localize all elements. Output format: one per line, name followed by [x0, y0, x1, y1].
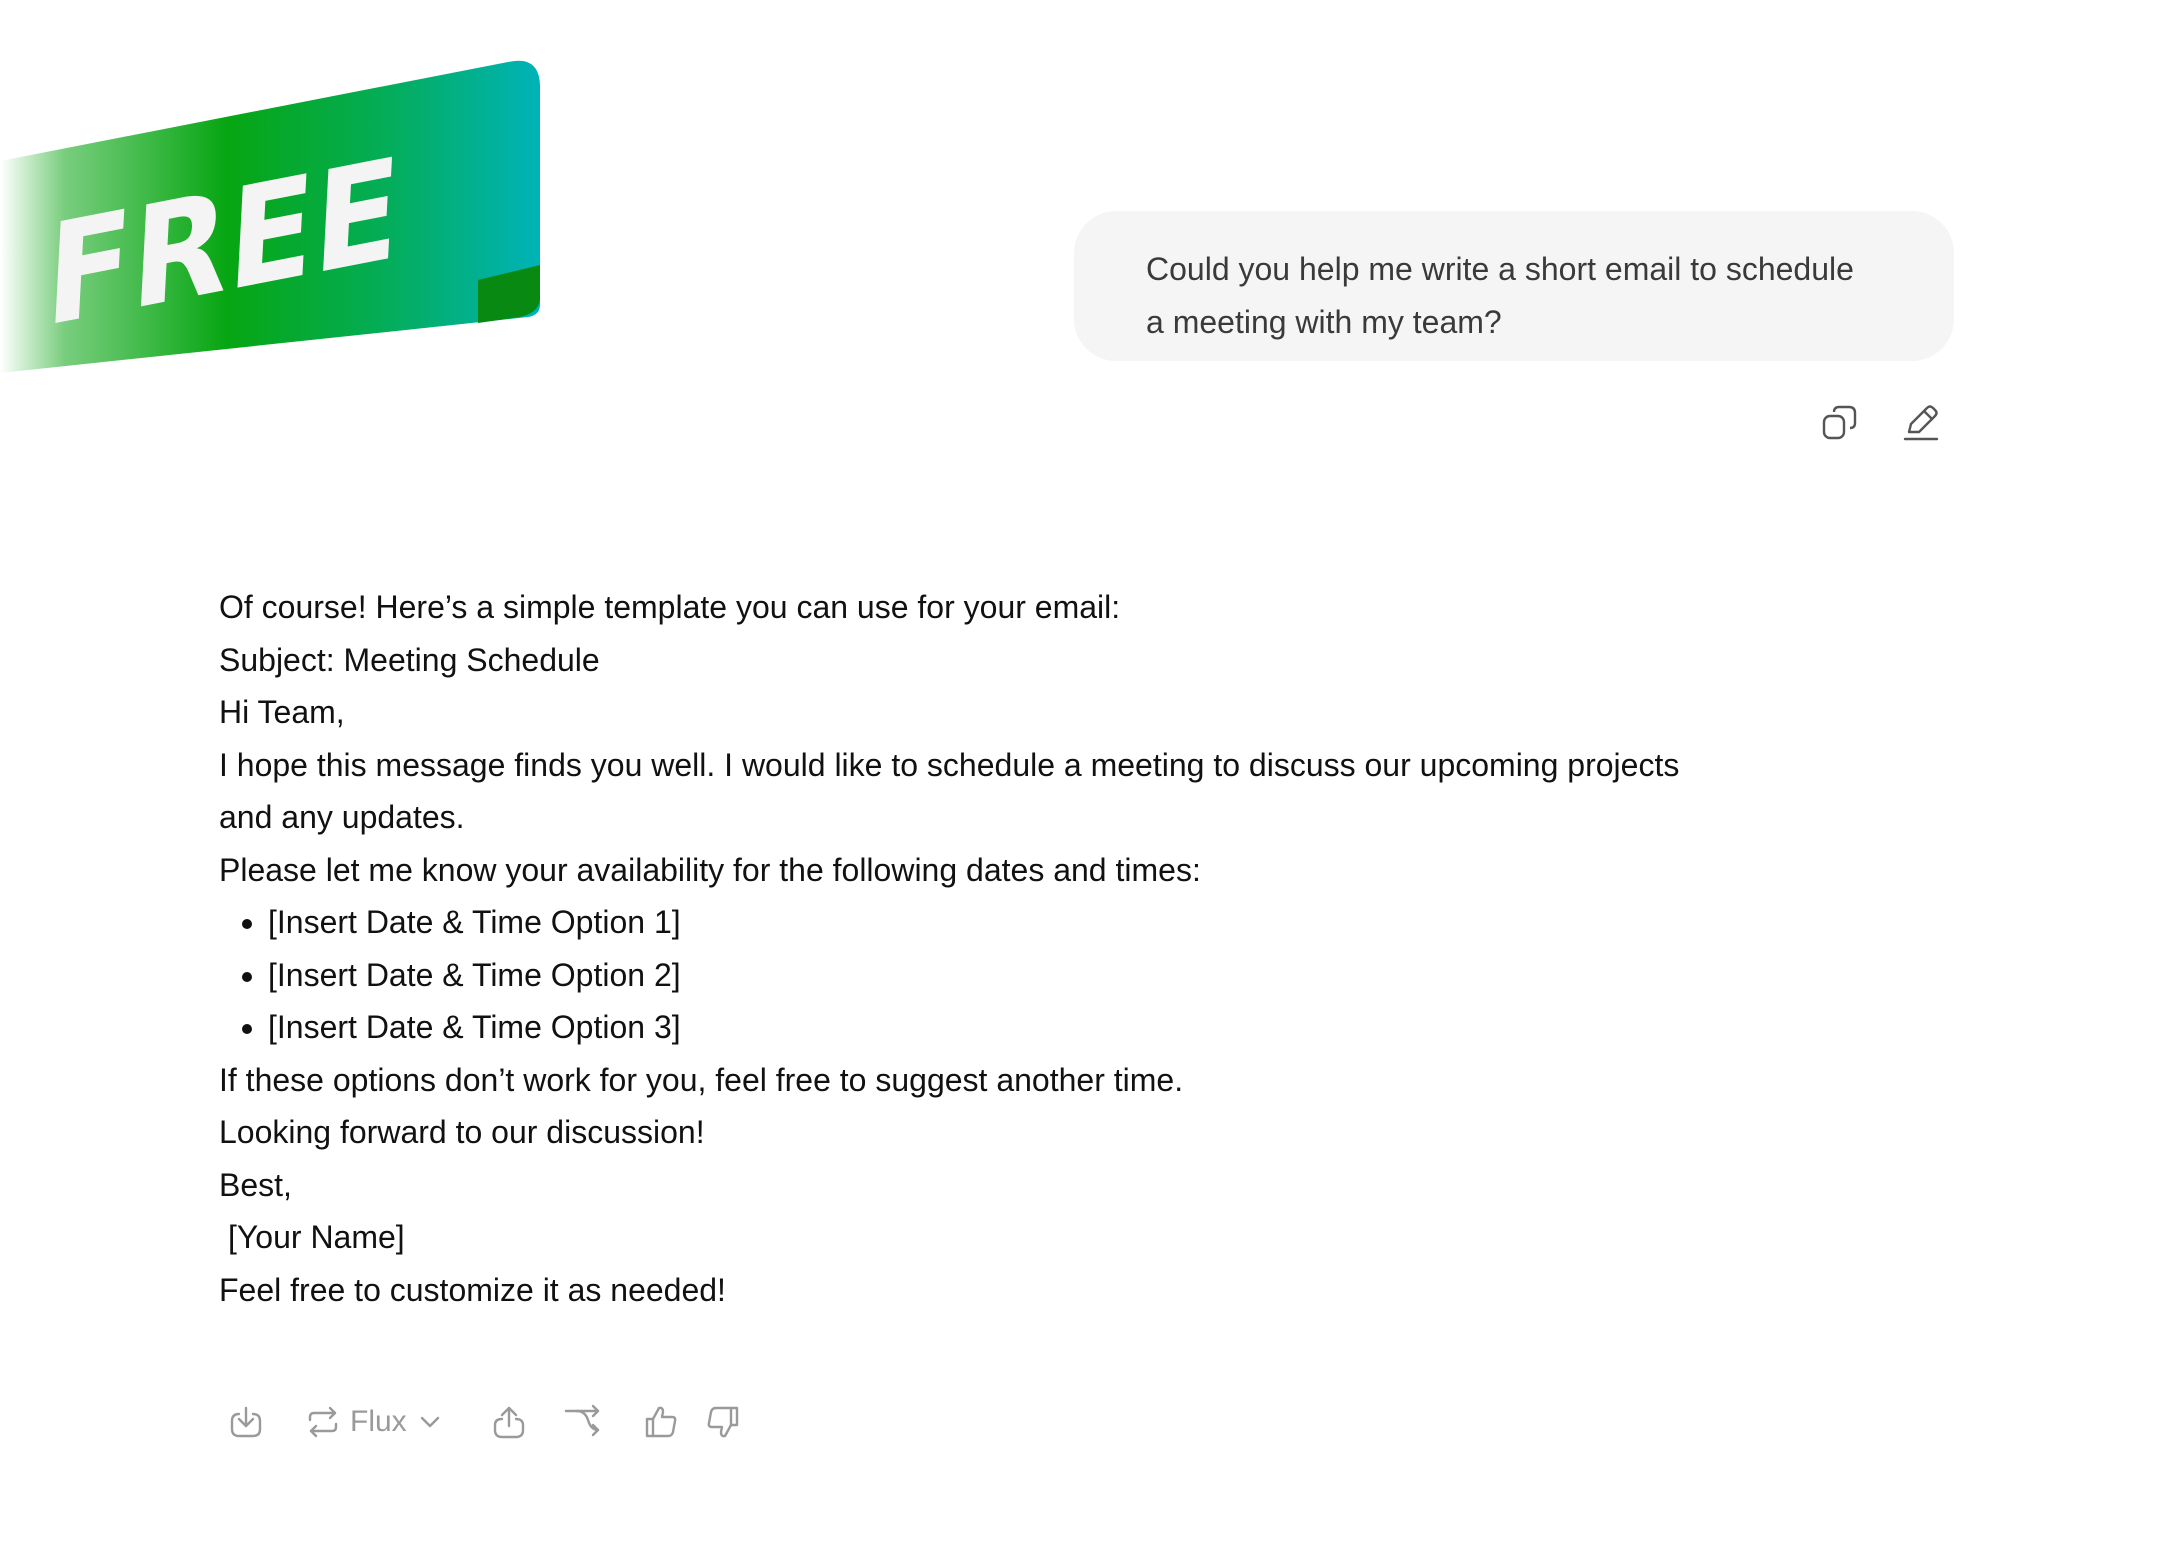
user-message-actions: [1820, 404, 1940, 442]
copy-icon: [1820, 404, 1858, 442]
email-subject: Subject: Meeting Schedule: [219, 641, 600, 678]
edit-icon: [1902, 404, 1940, 442]
model-selector[interactable]: [306, 1405, 443, 1439]
thumbs-up-button[interactable]: [643, 1404, 679, 1440]
list-item: • [Insert Date & Time Option 3]: [268, 1001, 1779, 1054]
email-closing: Looking forward to our discussion!: [219, 1114, 705, 1150]
user-message-line: Could you help me write a short email to schedule: [1146, 251, 1854, 287]
share-icon: [491, 1404, 527, 1440]
user-message-line: a meeting with my team?: [1146, 304, 1502, 340]
email-greeting: Hi Team,: [219, 694, 345, 730]
date-options-list: [219, 896, 1779, 1054]
free-ribbon: [0, 55, 560, 385]
regenerate-icon: [306, 1405, 340, 1439]
download-button[interactable]: [228, 1404, 264, 1440]
assistant-outro: Feel free to customize it as needed!: [219, 1271, 726, 1308]
email-signoff: Best,: [219, 1166, 292, 1203]
list-item: • [Insert Date & Time Option 1]: [268, 896, 1779, 949]
copy-button[interactable]: [1820, 404, 1858, 442]
free-badge: [0, 55, 560, 385]
email-body-line: I hope this message finds you well. I would like to schedule a meeting to discuss our upcoming projects: [219, 746, 1680, 783]
edit-button[interactable]: [1902, 404, 1940, 442]
email-alternative: If these options don’t work for you, feel free to suggest another time.: [219, 1061, 1184, 1098]
user-message-bubble: [1074, 211, 1954, 361]
model-label: Flux: [350, 1405, 407, 1438]
email-availability: Please let me know your availability for the following dates and times:: [219, 851, 1201, 888]
email-signature: [Your Name]: [228, 1219, 405, 1255]
branch-button[interactable]: [563, 1404, 603, 1440]
branch-icon: [563, 1404, 603, 1440]
assistant-message: [219, 581, 1779, 1316]
assistant-intro: Of course! Here’s a simple template you can use for your email:: [219, 589, 1121, 625]
badge-text: FREE: [42, 122, 427, 359]
response-toolbar: [228, 1398, 741, 1446]
list-item: • [Insert Date & Time Option 2]: [268, 949, 1779, 1002]
email-body-line: and any updates.: [219, 799, 465, 835]
chevron-down-icon: [417, 1409, 443, 1435]
thumbs-up-icon: [643, 1404, 679, 1440]
download-icon: [228, 1404, 264, 1440]
thumbs-down-icon: [705, 1404, 741, 1440]
thumbs-down-button[interactable]: [705, 1404, 741, 1440]
share-button[interactable]: [491, 1404, 527, 1440]
